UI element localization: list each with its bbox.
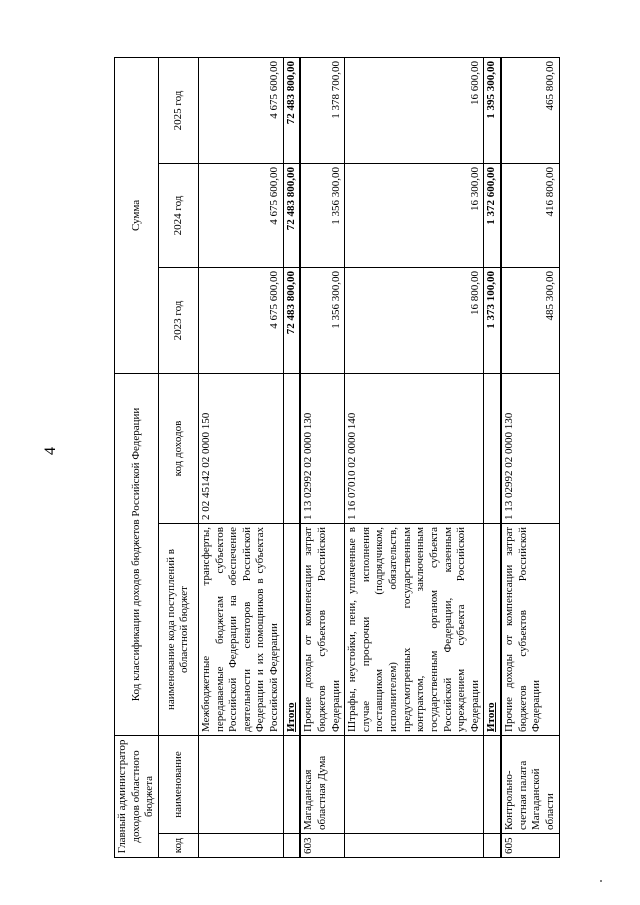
header-revenue-code: код доходов bbox=[158, 373, 198, 523]
header-2023: 2023 год bbox=[158, 267, 198, 373]
header-2025: 2025 год bbox=[158, 57, 198, 163]
admin-code-cell: 603 bbox=[300, 834, 344, 858]
total-2024-cell: 72 483 800,00 bbox=[283, 163, 300, 267]
sum-2024-cell: 1 356 300,00 bbox=[300, 163, 344, 267]
sum-2024-cell: 416 800,00 bbox=[501, 163, 559, 267]
revenue-code-cell: 1 16 07010 02 0000 140 bbox=[345, 373, 484, 523]
revenue-code-cell: 1 13 02992 02 0000 130 bbox=[501, 373, 559, 523]
header-name: наименование bbox=[158, 735, 198, 833]
total-label: Итого bbox=[484, 523, 501, 735]
header-admin-group: Главный администратор доходов областного бюджета bbox=[115, 735, 159, 857]
revenue-code-cell: 1 13 02992 02 0000 130 bbox=[300, 373, 344, 523]
total-2025-cell: 1 395 300,00 bbox=[484, 57, 501, 163]
total-row bbox=[283, 57, 300, 857]
sum-2023-cell: 485 300,00 bbox=[501, 267, 559, 373]
sum-2025-cell: 1 378 700,00 bbox=[300, 57, 344, 163]
admin-name-cell bbox=[198, 735, 283, 833]
header-2024: 2024 год bbox=[158, 163, 198, 267]
sum-2025-cell: 465 800,00 bbox=[501, 57, 559, 163]
total-row bbox=[484, 57, 501, 857]
admin-name-cell: Контрольно-счетная палата Магаданской области bbox=[501, 735, 559, 833]
revenue-name-cell: Прочие доходы от компенсации затрат бюджетов субъектов Российской Федерации bbox=[300, 523, 344, 735]
sum-2025-cell: 16 600,00 bbox=[345, 57, 484, 163]
sum-2025-cell: 4 675 600,00 bbox=[198, 57, 283, 163]
total-2023-cell: 72 483 800,00 bbox=[283, 267, 300, 373]
sum-2024-cell: 4 675 600,00 bbox=[198, 163, 283, 267]
page-number: 4 bbox=[42, 447, 59, 455]
admin-name-cell bbox=[283, 735, 300, 833]
admin-code-cell bbox=[198, 834, 283, 858]
admin-name-cell bbox=[345, 735, 484, 833]
admin-name-cell bbox=[484, 735, 501, 833]
total-2024-cell: 1 372 600,00 bbox=[484, 163, 501, 267]
revenue-code-cell: 2 02 45142 02 0000 150 bbox=[198, 373, 283, 523]
revenue-code-cell bbox=[484, 373, 501, 523]
header-code-group: Код классификации доходов бюджетов Российской Федерации bbox=[115, 373, 159, 735]
revenue-code-cell bbox=[283, 373, 300, 523]
total-2025-cell: 72 483 800,00 bbox=[283, 57, 300, 163]
total-2023-cell: 1 373 100,00 bbox=[484, 267, 501, 373]
admin-code-cell: 605 bbox=[501, 834, 559, 858]
admin-name-cell: Магаданская областная Дума bbox=[300, 735, 344, 833]
header-sum-group: Сумма bbox=[115, 57, 159, 373]
admin-code-cell bbox=[484, 834, 501, 858]
scan-speck bbox=[600, 880, 602, 882]
table-row bbox=[300, 57, 344, 857]
table-row bbox=[198, 57, 283, 857]
table-row bbox=[345, 57, 484, 857]
total-label: Итого bbox=[283, 523, 300, 735]
revenue-name-cell: Штрафы, неустойки, пени, уплаченные в случае просрочки исполнения поставщиком (подрядчиком, исполнителем) обязательств, предусмотренных государственным контрактом, заключенным государственным органом субъекта Российской Федерации, казенным учреждением субъекта Российской Федерации bbox=[345, 523, 484, 735]
sum-2023-cell: 16 800,00 bbox=[345, 267, 484, 373]
revenue-table bbox=[114, 57, 560, 858]
sum-2024-cell: 16 300,00 bbox=[345, 163, 484, 267]
revenue-name-cell: Межбюджетные трансферты, передаваемые бюджетам субъектов Российской Федерации на обеспечение деятельности сенаторов Российской Федерации и их помощников в субъектах Российской Федерации bbox=[198, 523, 283, 735]
admin-code-cell bbox=[345, 834, 484, 858]
sum-2023-cell: 4 675 600,00 bbox=[198, 267, 283, 373]
table-row bbox=[501, 57, 559, 857]
revenue-name-cell: Прочие доходы от компенсации затрат бюджетов субъектов Российской Федерации bbox=[501, 523, 559, 735]
header-code: код bbox=[158, 834, 198, 858]
admin-code-cell bbox=[283, 834, 300, 858]
header-revenue-name: наименование кода поступлений в областной бюджет bbox=[158, 523, 198, 735]
sum-2023-cell: 1 356 300,00 bbox=[300, 267, 344, 373]
rotated-page-content bbox=[114, 58, 556, 858]
